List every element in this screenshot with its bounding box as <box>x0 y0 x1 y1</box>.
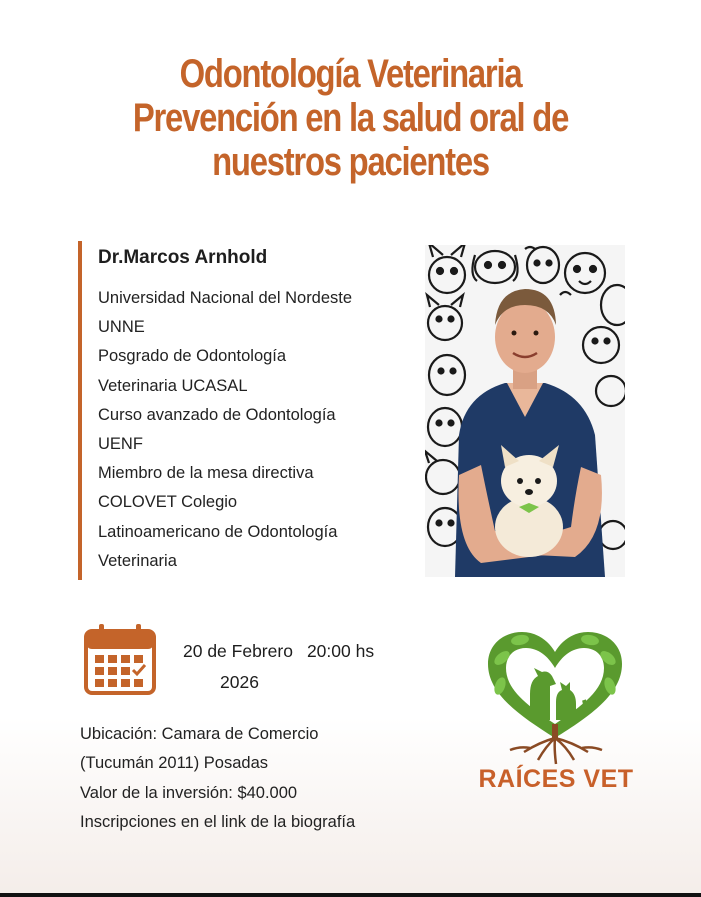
bio-line: Posgrado de Odontología <box>98 347 287 366</box>
bio-line: Veterinaria <box>98 551 177 570</box>
speaker-with-dog-image <box>425 245 625 577</box>
bio-list <box>98 284 398 576</box>
brand-name: RAÍCES VET <box>478 765 634 793</box>
title-line-3: nuestros pacientes <box>212 140 489 184</box>
location-line-2: (Tucumán 2011) Posadas <box>80 754 269 773</box>
bio-line: COLOVET Colegio <box>98 493 238 512</box>
calendar-icon-graphic <box>83 622 157 696</box>
event-time: 20:00 hs <box>306 641 375 661</box>
event-title <box>63 52 638 184</box>
heart-tree-logo-icon <box>480 628 630 768</box>
bio-line: UNNE <box>98 318 145 337</box>
price-line: Valor de la inversión: $40.000 <box>80 783 298 802</box>
event-year: 2026 <box>220 672 259 692</box>
event-date: 20 de Febrero <box>183 641 293 661</box>
bio-line: Miembro de la mesa directiva <box>98 464 314 483</box>
event-info <box>80 720 355 838</box>
title-line-2: Prevención en la salud oral de <box>132 96 569 140</box>
title-line-1: Odontología Veterinaria <box>179 52 522 96</box>
speaker-name: Dr.Marcos Arnhold <box>98 247 268 268</box>
bio-line: Curso avanzado de Odontología <box>98 405 336 424</box>
bio-line: UENF <box>98 435 143 454</box>
bio-line: Latinoamericano de Odontología <box>98 522 338 541</box>
location-line-1: Ubicación: Camara de Comercio <box>80 725 319 743</box>
bottom-border <box>0 893 701 897</box>
bio-line: Universidad Nacional del Nordeste <box>98 289 353 307</box>
calendar-icon <box>83 622 157 696</box>
speaker-bio <box>78 241 398 580</box>
event-date-time <box>183 641 374 662</box>
speaker-photo <box>425 245 625 577</box>
raices-vet-logo <box>480 628 630 768</box>
bio-line: Veterinaria UCASAL <box>98 376 248 395</box>
registration-line: Inscripciones en el link de la biografía <box>80 813 356 832</box>
